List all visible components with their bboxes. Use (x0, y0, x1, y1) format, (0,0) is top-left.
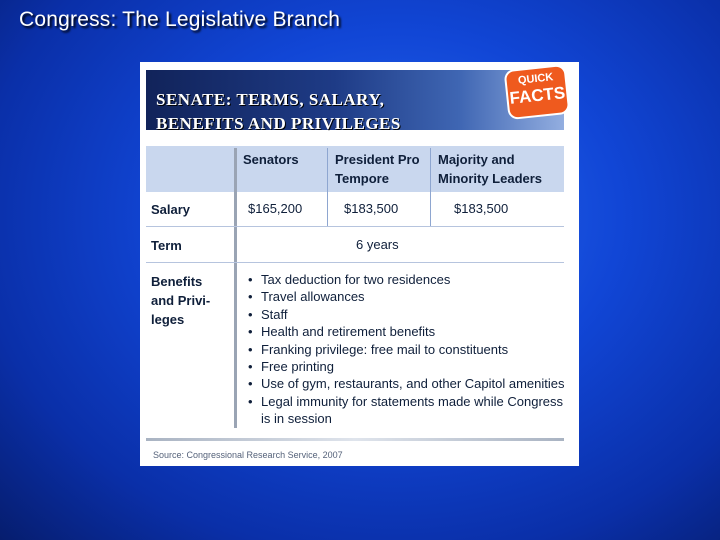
row-divider-2 (146, 262, 564, 263)
column-divider-1 (327, 148, 328, 226)
list-item: • Travel allowances (245, 288, 565, 305)
label-column-divider (234, 148, 237, 428)
header-senators: Senators (243, 152, 299, 167)
salary-majority-minority-leaders: $183,500 (454, 201, 509, 216)
salary-president-pro-tempore: $183,500 (344, 201, 399, 216)
column-divider-2 (430, 148, 431, 226)
term-value: 6 years (356, 237, 399, 252)
row-label-benefits: Benefits and Privi-leges (151, 274, 211, 327)
banner-title-line-2: BENEFITS AND PRIVILEGES (156, 114, 401, 133)
badge-line-1: QUICK (517, 71, 554, 87)
list-item: • Legal immunity for statements made while Congress is in session (245, 393, 565, 428)
card-banner (146, 70, 564, 133)
row-label-term: Term (151, 238, 182, 253)
banner-title-line-1: SENATE: TERMS, SALARY, (156, 90, 385, 109)
header-president-pro-tempore: President Pro Tempore (335, 152, 420, 186)
quick-facts-card (140, 62, 579, 466)
benefits-list (245, 271, 565, 428)
list-item: • Tax deduction for two residences (245, 271, 565, 288)
list-item: • Franking privilege: free mail to constituents (245, 341, 565, 358)
list-item: • Free printing (245, 358, 565, 375)
source-note: Source: Congressional Research Service, 2007 (153, 450, 343, 460)
row-label-salary: Salary (151, 202, 191, 217)
salary-senators: $165,200 (248, 201, 303, 216)
quick-facts-badge (504, 64, 571, 120)
list-item: • Health and retirement benefits (245, 323, 565, 340)
header-majority-minority-leaders: Majority and Minority Leaders (438, 152, 543, 186)
row-divider-1 (146, 226, 564, 227)
list-item: • Staff (245, 306, 565, 323)
slide-title: Congress: The Legislative Branch (19, 8, 341, 31)
badge-line-2: FACTS (508, 83, 567, 108)
table-bottom-rule (146, 438, 564, 441)
list-item: • Use of gym, restaurants, and other Capitol amenities (245, 375, 565, 392)
